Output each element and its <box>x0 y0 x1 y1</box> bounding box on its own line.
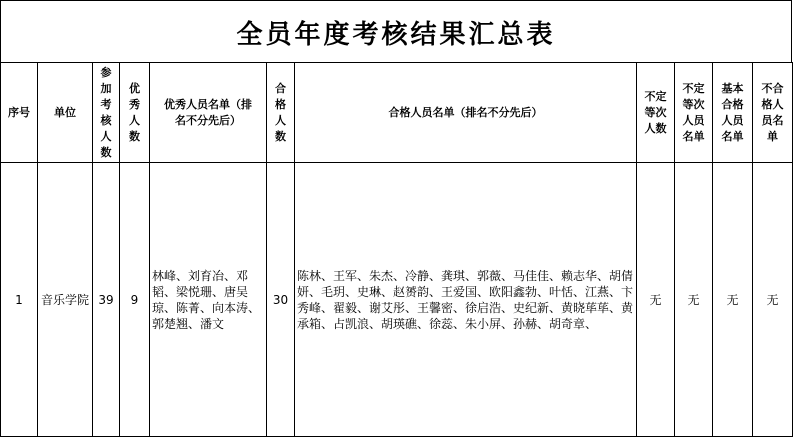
header-qualified-count: 合格人数 <box>267 63 295 163</box>
cell-unqualified-list: 无 <box>753 163 793 437</box>
cell-undetermined-list: 无 <box>675 163 713 437</box>
header-unqualified-list: 不合格人员名单 <box>753 63 793 163</box>
cell-basic-list: 无 <box>713 163 753 437</box>
cell-undetermined-count: 无 <box>637 163 675 437</box>
header-excellent-list: 优秀人员名单（排名不分先后） <box>150 63 267 163</box>
header-unit: 单位 <box>38 63 93 163</box>
results-table <box>0 62 793 437</box>
header-index: 序号 <box>1 63 38 163</box>
cell-qualified-list: 陈林、王军、朱杰、冷静、龚琪、郭薇、马佳佳、赖志华、胡倩妍、毛玥、史琳、赵赟韵、王爱国、欧阳鑫勃、叶恬、江燕、卞秀峰、翟毅、谢艾彤、王馨密、徐启浩、史纪新、黄晓荜荜、黄承箱、占凯浪、胡瑛礁、徐蕊、朱小屏、孙赫、胡奇章、 <box>295 163 637 437</box>
cell-participants: 39 <box>93 163 120 437</box>
page-title: 全员年度考核结果汇总表 <box>0 0 792 63</box>
header-row <box>1 63 793 163</box>
cell-qualified-count: 30 <box>267 163 295 437</box>
header-participants: 参加考核人数 <box>93 63 120 163</box>
table-row <box>1 163 793 437</box>
header-basic-list: 基本合格人员名单 <box>713 63 753 163</box>
cell-index: 1 <box>1 163 38 437</box>
cell-excellent-count: 9 <box>120 163 150 437</box>
header-qualified-list: 合格人员名单（排名不分先后） <box>295 63 637 163</box>
cell-unit: 音乐学院 <box>38 163 93 437</box>
header-undetermined-list: 不定等次人员名单 <box>675 63 713 163</box>
cell-excellent-list: 林峰、刘育冶、邓韬、梁悦珊、唐吴琼、陈菁、向本涛、郭楚翘、潘文 <box>150 163 267 437</box>
header-excellent-count: 优秀人数 <box>120 63 150 163</box>
header-undetermined-count: 不定等次人数 <box>637 63 675 163</box>
